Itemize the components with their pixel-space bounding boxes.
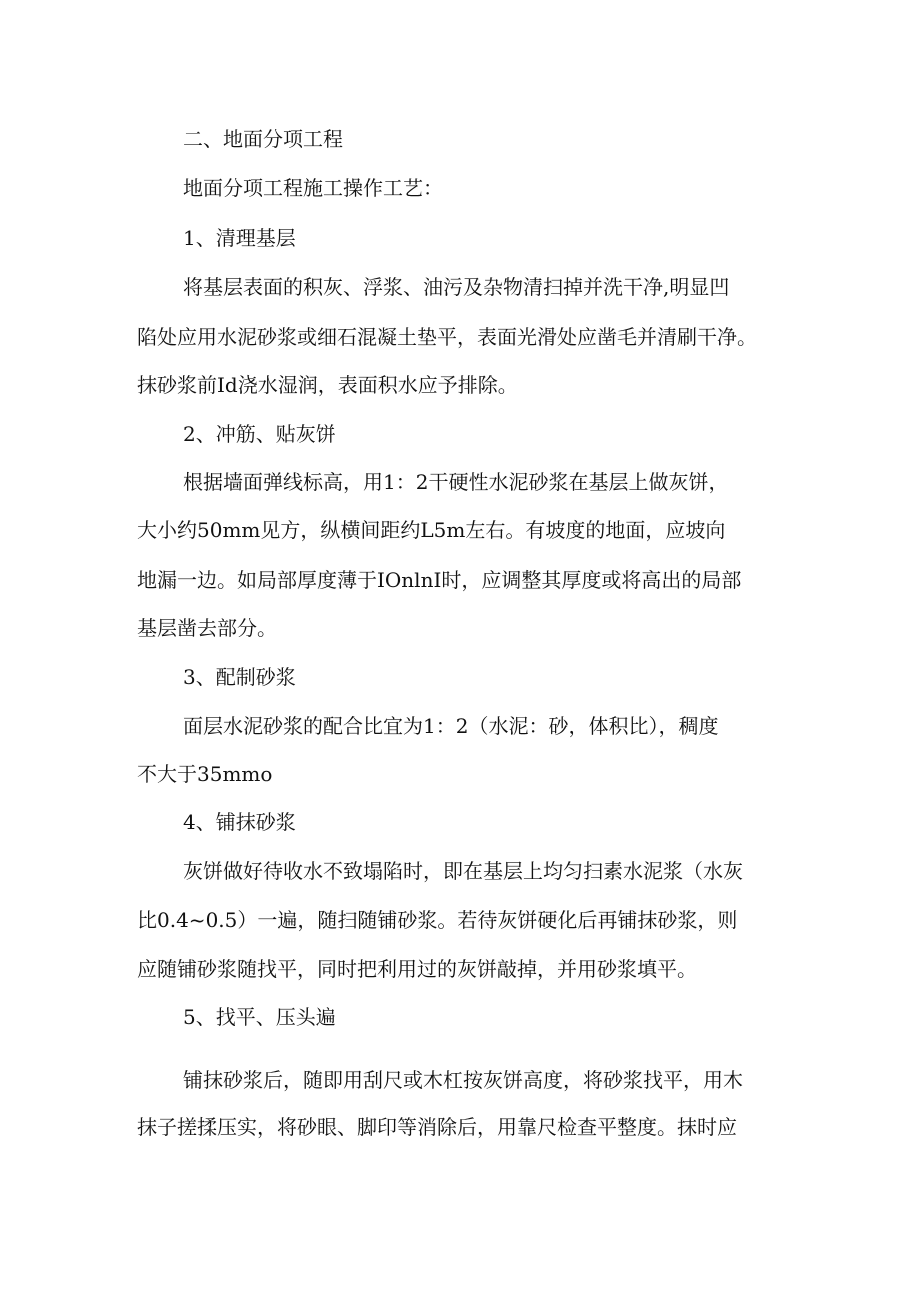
step-heading: 1、清理基层 bbox=[183, 226, 296, 250]
step-heading: 5、找平、压头遍 bbox=[183, 1005, 336, 1029]
paragraph-line: 不大于35mmo bbox=[137, 762, 273, 786]
section-heading: 二、地面分项工程 bbox=[183, 127, 343, 151]
paragraph-line: 应随铺砂浆随找平，同时把利用过的灰饼敲掉，并用砂浆填平。 bbox=[137, 957, 697, 981]
paragraph-line: 根据墙面弹线标高，用1：2干硬性水泥砂浆在基层上做灰饼， bbox=[183, 470, 729, 494]
paragraph-line: 比0.4~0.5）一遍，随扫随铺砂浆。若待灰饼硬化后再铺抹砂浆，则 bbox=[137, 908, 738, 932]
paragraph-line: 地面分项工程施工操作工艺： bbox=[183, 176, 443, 200]
paragraph-line: 铺抹砂浆后，随即用刮尺或木杠按灰饼高度，将砂浆找平，用木 bbox=[183, 1068, 743, 1092]
paragraph-line: 灰饼做好待收水不致塌陷时，即在基层上均匀扫素水泥浆（水灰 bbox=[183, 859, 743, 883]
paragraph-line: 抹子搓揉压实，将砂眼、脚印等消除后，用靠尺检查平整度。抹时应 bbox=[137, 1115, 737, 1139]
paragraph-line: 基层凿去部分。 bbox=[137, 616, 277, 640]
paragraph-line: 大小约50mm见方，纵横间距约L5m左右。有坡度的地面，应坡向 bbox=[137, 518, 726, 542]
paragraph-line: 地漏一边。如局部厚度薄于IOnlnI时，应调整其厚度或将高出的局部 bbox=[137, 568, 742, 592]
step-heading: 4、铺抹砂浆 bbox=[183, 810, 296, 834]
step-heading: 3、配制砂浆 bbox=[183, 665, 296, 689]
paragraph-line: 抹砂浆前Id浇水湿润，表面积水应予排除。 bbox=[137, 373, 518, 397]
paragraph-line: 将基层表面的积灰、浮浆、油污及杂物清扫掉并洗干净,明显凹 bbox=[183, 275, 730, 299]
paragraph-line: 面层水泥砂浆的配合比宜为1：2（水泥：砂，体积比），稠度 bbox=[183, 714, 719, 738]
paragraph-line: 陷处应用水泥砂浆或细石混凝土垫平，表面光滑处应凿毛并清刷干净。 bbox=[137, 325, 757, 349]
step-heading: 2、冲筋、贴灰饼 bbox=[183, 422, 336, 446]
